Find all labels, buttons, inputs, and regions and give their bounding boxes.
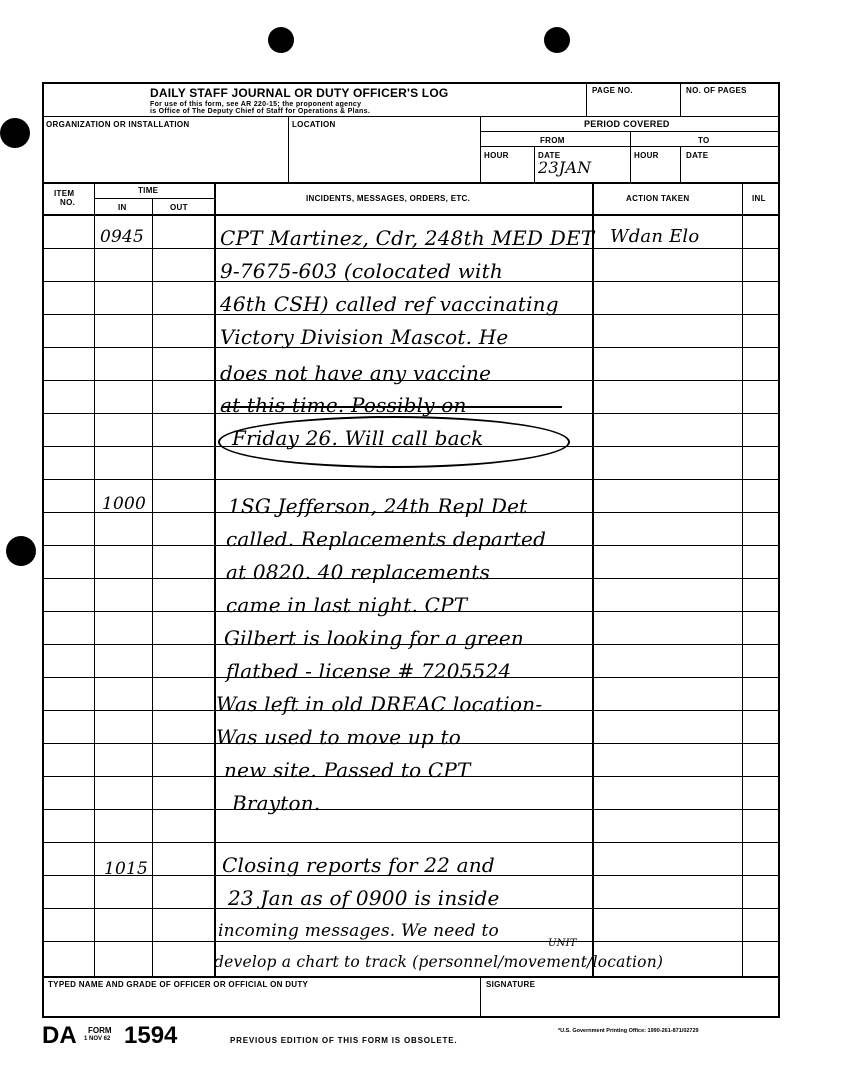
entry-2-line-9: new site. Passed to CPT: [224, 758, 471, 782]
location-label: LOCATION: [292, 120, 336, 129]
to-hour-label: HOUR: [634, 151, 659, 160]
col-item: ITEM: [54, 189, 75, 198]
entry-3-margin-note: UNIT: [548, 938, 577, 949]
from-date-value: 23JAN: [538, 158, 592, 177]
row-rule-15: [42, 710, 780, 711]
header-rule: [42, 116, 780, 117]
entry-2-line-7: Was left in old DREAC location-: [216, 692, 543, 716]
entry-1-action: Wdan Elo: [610, 226, 700, 247]
entry-3-line-4: develop a chart to track (personnel/movement/location): [214, 953, 664, 971]
signature-label: SIGNATURE: [486, 980, 536, 989]
col-inl: INL: [752, 194, 766, 203]
entry-2-time: 1000: [102, 494, 147, 514]
form-title: DAILY STAFF JOURNAL OR DUTY OFFICER'S LOG: [150, 86, 449, 100]
circled-text-oval: [218, 416, 570, 468]
col-incidents-divider: [592, 182, 594, 976]
col-action-taken: ACTION TAKEN: [626, 194, 690, 203]
row-rule-19: [42, 842, 780, 843]
punch-hole-left-top: [0, 118, 30, 148]
punch-hole-top-right: [544, 27, 570, 53]
form-date: 1 NOV 62: [84, 1036, 111, 1042]
row-rule-6: [42, 413, 780, 414]
form-word: FORM: [88, 1026, 112, 1035]
form-subtitle-1: For use of this form, see AR 220-15; the proponent agency: [150, 101, 362, 108]
previous-edition-note: PREVIOUS EDITION OF THIS FORM IS OBSOLETE.: [230, 1036, 458, 1045]
col-no: NO.: [60, 198, 76, 207]
page-no-label: PAGE NO.: [592, 86, 633, 95]
row-rule-10: [42, 545, 780, 546]
entry-2-line-10: Brayton.: [232, 791, 321, 815]
row-rule-17: [42, 776, 780, 777]
row-rule-5: [42, 380, 780, 381]
body-bottom-rule: [42, 976, 780, 978]
page-no-divider: [586, 82, 587, 116]
entry-2-line-6: flatbed - license # 7205524: [226, 659, 512, 683]
from-hour-label: HOUR: [484, 151, 509, 160]
form-number: 1594: [124, 1022, 178, 1049]
entry-1-line-4: Victory Division Mascot. He: [220, 325, 509, 349]
entry-1-line-6: at this time. Possibly on: [220, 393, 467, 417]
row-rule-12: [42, 611, 780, 612]
col-item-divider: [94, 182, 95, 976]
entry-2-line-1: 1SG Jefferson, 24th Repl Det: [228, 494, 528, 518]
row-rule-2: [42, 281, 780, 282]
row-rule-1: [42, 248, 780, 249]
gpo-note: *U.S. Government Printing Office: 1990-261-871/02729: [558, 1028, 699, 1034]
row-rule-4: [42, 347, 780, 348]
entry-3-time: 1015: [104, 859, 149, 879]
row-rule-18: [42, 809, 780, 810]
entry-3-line-3: incoming messages. We need to: [218, 921, 499, 941]
entry-1-line-2: 9-7675-603 (colocated with: [220, 259, 503, 283]
row-rule-13: [42, 644, 780, 645]
period-covered-label: PERIOD COVERED: [584, 119, 670, 129]
time-subheader-rule: [94, 198, 214, 199]
form-subtitle-2: is Office of The Deputy Chief of Staff for Operations & Plans.: [150, 108, 371, 115]
col-action-divider: [742, 182, 743, 976]
header-bottom-rule: [42, 182, 780, 184]
row-rule-21: [42, 908, 780, 909]
entry-2-line-5: Gilbert is looking for a green: [224, 626, 524, 650]
no-of-pages-divider: [680, 82, 681, 116]
row-rule-22: [42, 941, 780, 942]
to-hour-divider: [680, 146, 681, 182]
row-rule-14: [42, 677, 780, 678]
col-time: TIME: [138, 186, 159, 195]
punch-hole-left-middle: [6, 536, 36, 566]
entry-2-line-2: called. Replacements departed: [226, 527, 547, 551]
form-prefix: DA: [42, 1022, 77, 1049]
col-out: OUT: [170, 203, 188, 212]
col-incidents: INCIDENTS, MESSAGES, ORDERS, ETC.: [306, 194, 471, 203]
to-label: TO: [698, 136, 710, 145]
entry-3-line-2: 23 Jan as of 0900 is inside: [228, 886, 500, 910]
row-rule-3: [42, 314, 780, 315]
signature-divider: [480, 976, 481, 1018]
entry-1-line-5: does not have any vaccine: [220, 361, 492, 385]
period-divider: [480, 116, 481, 182]
entry-1-line-1: CPT Martinez, Cdr, 248th MED DET: [220, 226, 595, 250]
row-rule-16: [42, 743, 780, 744]
row-rule-20: [42, 875, 780, 876]
row-rule-9: [42, 512, 780, 513]
punch-hole-top-left: [268, 27, 294, 53]
entry-2-line-8: Was used to move up to: [216, 725, 461, 749]
from-label: FROM: [540, 136, 565, 145]
entry-1-line-7: Friday 26. Will call back: [232, 426, 484, 450]
entry-2-line-3: at 0820. 40 replacements: [226, 560, 491, 584]
organization-label: ORGANIZATION OR INSTALLATION: [46, 120, 190, 129]
row-rule-8: [42, 479, 780, 480]
col-time-divider: [214, 182, 216, 976]
from-to-divider: [630, 131, 631, 182]
entry-1-line-3: 46th CSH) called ref vaccinating: [220, 292, 559, 316]
typed-name-label: TYPED NAME AND GRADE OF OFFICER OR OFFICIAL ON DUTY: [48, 980, 309, 989]
location-divider: [288, 116, 289, 182]
to-date-label: DATE: [686, 151, 709, 160]
strikethrough-line: [222, 406, 562, 408]
entry-3-line-1: Closing reports for 22 and: [222, 853, 495, 877]
entry-2-line-4: came in last night. CPT: [226, 593, 468, 617]
from-date-label: DATE: [538, 151, 561, 160]
entry-1-time: 0945: [100, 227, 145, 247]
col-in: IN: [118, 203, 127, 212]
from-hour-divider: [534, 146, 535, 182]
row-rule-11: [42, 578, 780, 579]
no-of-pages-label: NO. OF PAGES: [686, 86, 747, 95]
